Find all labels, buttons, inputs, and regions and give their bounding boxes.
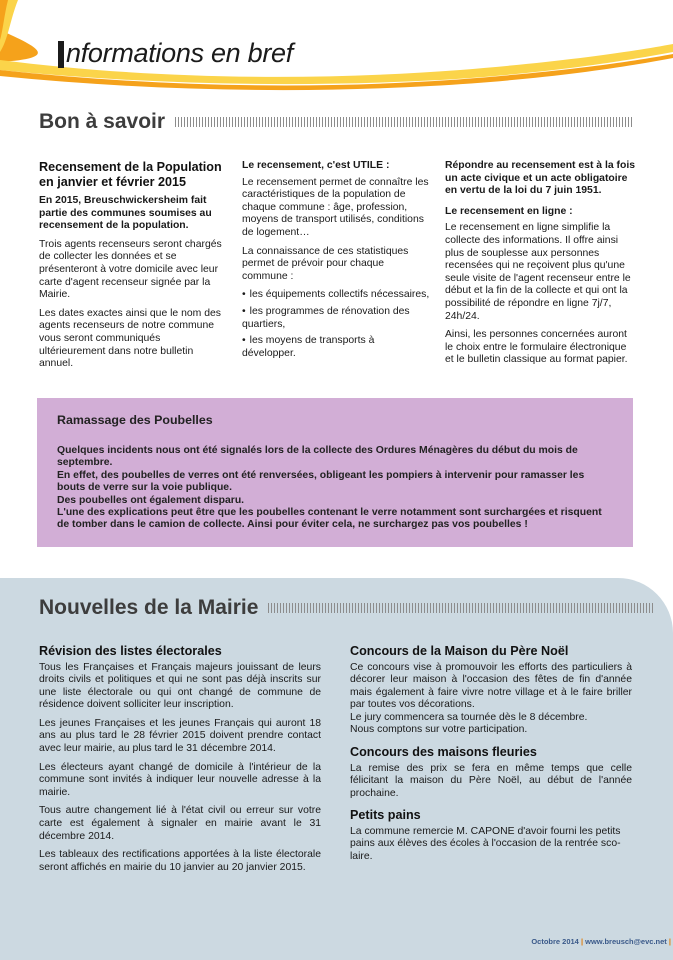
electoral-lists-column <box>39 644 321 880</box>
garbage-notice-box <box>37 398 633 547</box>
electoral-paragraph: Les jeunes Françaises et les jeunes Français qui auront 18 ans au plus tard le 28 février 2015 doivent prendre contact avec leur mairie, au plus tard le 31 décembre 2014. <box>39 717 321 755</box>
electoral-paragraph: Les tableaux des rectifications apportées à la liste électorale seront affichés en mairie du 10 janvier au 20 janvier 2015. <box>39 849 321 873</box>
dotted-divider <box>175 117 633 127</box>
census-paragraph: Le recensement permet de connaître les caractéristiques de la population de chaque commune : âge, profession, moyens de transport utilisés, conditions de logement… <box>242 176 429 238</box>
electoral-lists-heading: Révision des listes électorales <box>39 644 222 658</box>
census-column-1 <box>39 160 229 377</box>
section-bon-a-savoir <box>39 110 633 134</box>
section-title: Bon à savoir <box>39 110 166 133</box>
santa-house-heading: Concours de la Maison du Père Noël <box>350 644 569 658</box>
census-paragraph: La connaissance de ces statistiques permet de prévoir pour chaque commune : <box>242 245 409 282</box>
census-paragraph: Ainsi, les personnes concernées auront le choix entre le formulaire électronique et le bulletin classique au format papier. <box>445 329 628 366</box>
electoral-paragraph: Tous autre changement lié à l'état civil ou erreur sur votre carte est également à signaler en mairie avant le 31 décembre 2014. <box>39 805 321 842</box>
flower-contest-heading: Concours des maisons fleuries <box>350 745 537 760</box>
garbage-notice-line: Des poubelles ont également disparu. <box>57 494 245 506</box>
santa-house-participation: Nous comptons sur votre participation. <box>350 724 528 736</box>
petits-pains-heading: Petits pains <box>350 808 421 823</box>
census-column-2 <box>242 160 430 364</box>
garbage-notice-line: Quelques incidents nous ont été signalés lors de la collecte des Ordures Ménagères du début du mois de septembre. <box>57 445 578 469</box>
census-online-heading: Le recensement en ligne : <box>445 205 573 217</box>
electoral-paragraph: Les électeurs ayant changé de domicile à l'intérieur de la commune sont invités à indiquer leur nouvelle adresse à la mairie. <box>39 761 321 798</box>
mairie-panel <box>0 578 673 960</box>
census-bullet-list <box>242 289 430 360</box>
page-header <box>0 0 673 100</box>
census-paragraph: Trois agents recenseurs seront chargés de collecter les données et se présenteront à votre domicile avec leur carte d'agent recenseur signée par la Mairie. <box>39 238 222 301</box>
census-intro: En 2015, Breuschwickersheim fait partie des communes soumises au recensement de la population. <box>39 195 212 232</box>
santa-house-paragraph: Ce concours vise à promouvoir les efforts des particuliers à décorer leur maison à l'occasion des fêtes de fin d'année mais également à faire vivre notre village et à le faire briller par toutes vos décorations. <box>350 661 632 711</box>
footer-separator: | <box>580 937 584 946</box>
census-column-3 <box>445 160 635 373</box>
census-paragraph: Les dates exactes ainsi que le nom des agents recenseurs de notre commune vous seront communiqués ultérieurement dans notre bulletin annuel. <box>39 307 221 370</box>
page-title: nformations en bref <box>66 38 293 68</box>
census-utile-heading: Le recensement, c'est UTILE : <box>242 160 390 171</box>
list-item: • les programmes de rénovation des quartiers, <box>242 306 430 331</box>
page-footer <box>531 937 671 946</box>
flower-contest-paragraph: La remise des prix se fera en même temps que celle félicitant la maison du Père Noël, au début de l'année prochaine. <box>350 762 632 799</box>
census-obligation: Répondre au recensement est à la fois un acte civique et un acte obligatoire en vertu de la loi du 7 juin 1951. <box>445 160 635 197</box>
census-heading: Recensement de la Population en janvier et février 2015 <box>39 160 222 189</box>
garbage-notice-line: En effet, des poubelles de verres ont été renversées, obligeant les pompiers à intervenir pour ramasser les bouts de verre sur la voie publique. <box>57 469 585 494</box>
list-item: • les moyens de transports à développer. <box>242 335 430 360</box>
footer-website: www.breusch@evc.net <box>585 937 667 946</box>
dotted-divider <box>268 603 653 613</box>
census-paragraph: Le recensement en ligne simplifie la collecte des informations. Il offre ainsi plus de souplesse aux personnes recensées qui ne reçoivent plus qu'une seule visite de l'agent recenseur entre le début et la fin de la collecte et qui ont la possibilité de répondre en ligne 7j/7, 24h/24. <box>445 222 631 322</box>
santa-house-jury: Le jury commencera sa tournée dès le 8 décembre. <box>350 711 588 723</box>
contests-column <box>350 644 632 870</box>
section-title: Nouvelles de la Mairie <box>39 596 259 619</box>
electoral-paragraph: Tous les Françaises et Français majeurs jouissant de leurs droits civils et politiques et qui ne sont pas déjà inscrits sur une liste électorale ou qui ont changé de commune de résidence doivent solliciter leur inscription. <box>39 661 321 711</box>
footer-separator: | <box>668 937 671 946</box>
footer-date: Octobre 2014 <box>531 937 579 946</box>
section-nouvelles-mairie <box>39 596 653 620</box>
list-item: • les équipements collectifs nécessaires, <box>242 289 430 302</box>
garbage-notice-title: Ramassage des Poubelles <box>57 413 213 427</box>
petits-pains-paragraph: La commune remercie M. CAPONE d'avoir fourni les petits pains aux élèves des écoles à l'occasion de la rentrée sco-laire. <box>350 825 621 863</box>
garbage-notice-line: L'une des explications peut être que les poubelles contenant le verre notamment sont surchargées et risquent de tomber dans le camion de collecte. Ainsi pour éviter cela, ne surchargez pas vos poubelles ! <box>57 507 602 531</box>
